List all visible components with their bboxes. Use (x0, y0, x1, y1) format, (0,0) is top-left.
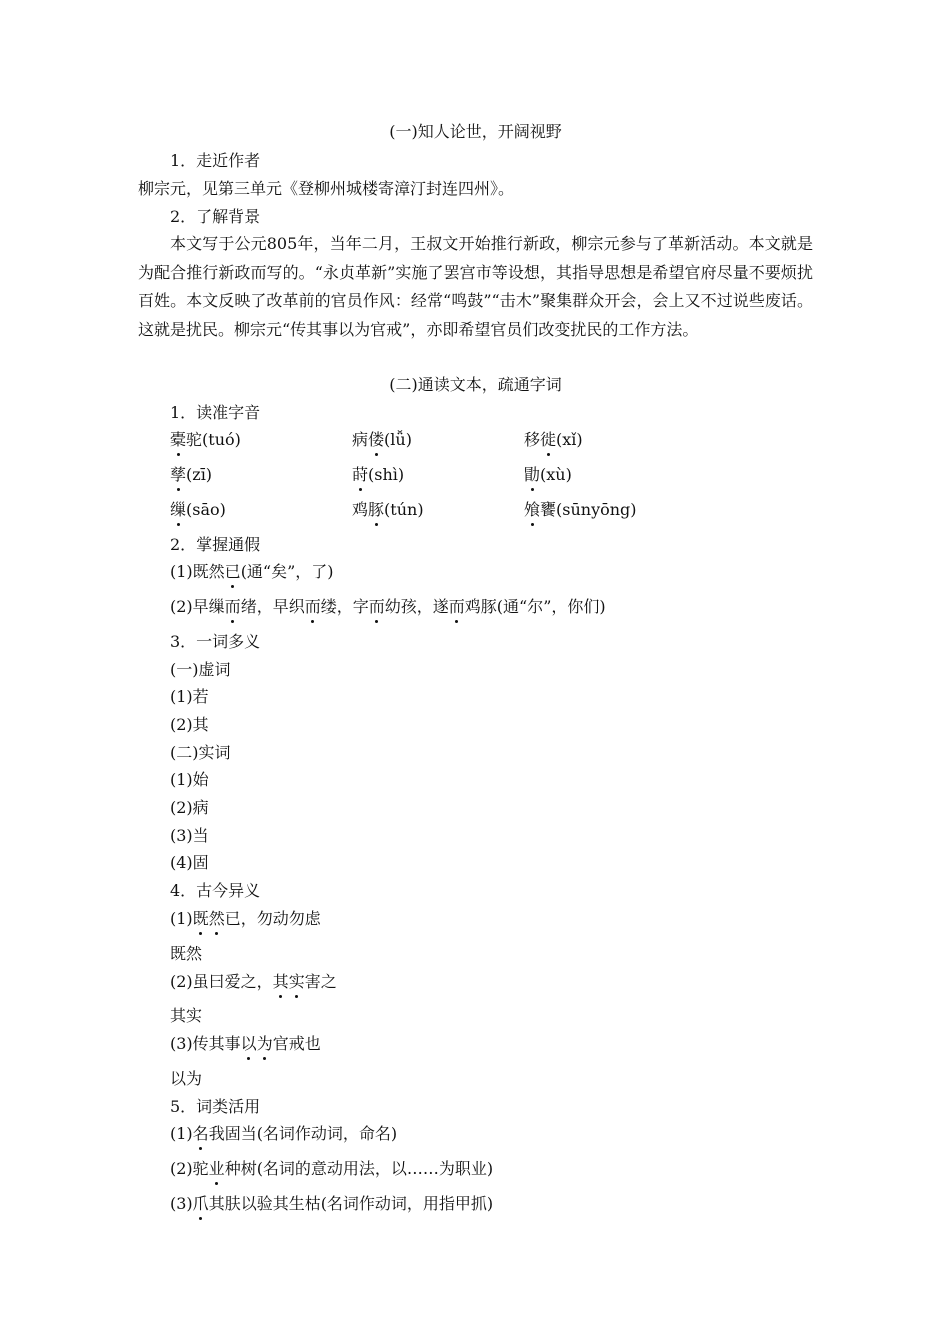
section-heading-2: (二)通读文本，疏通字词 (389, 375, 562, 394)
pron-item: 移徙(xǐ) (524, 430, 583, 449)
pron-item: 病偻(lǚ) (352, 430, 412, 449)
cilei-item: (1)名我固当(名词作动词，命名) (170, 1124, 398, 1143)
cilei-title: 5．词类活用 (170, 1097, 261, 1116)
background-paragraph: 本文写于公元805年，当年二月，王叔文开始推行新政，柳宗元参与了革新活动。本文就是为配合推行新政而写的。“永贞革新”实施了罢宫市等设想，其指导思想是希望官府尽量不要烦扰百姓。本文反映了改革前的官员作风：经常“鸣鼓”“击木”聚集群众开会，会上又不过说些废话。这就是扰民。柳宗元“传其事以为官戒”，亦即希望官员们改变扰民的工作方法。 (138, 234, 813, 339)
guji-word: 以为 (170, 1069, 203, 1088)
author-text: 柳宗元，见第三单元《登柳州城楼寄漳汀封连四州》。 (138, 179, 515, 198)
guji-item: (2)虽曰爱之，其实害之 (170, 972, 337, 991)
guji-item: (3)传其事以为官戒也 (170, 1034, 321, 1053)
pron-item: 鸡豚(tún) (352, 500, 424, 519)
guji-word: 其实 (170, 1006, 203, 1025)
tongjia-item: (1)既然已(通“矣”，了) (170, 562, 334, 581)
guji-item: (1)既然已，勿动勿虑 (170, 909, 321, 928)
polysemy-item: (1)始 (170, 770, 209, 789)
tongjia-title: 2．掌握通假 (170, 535, 261, 554)
guji-title: 4．古今异义 (170, 881, 261, 900)
pron-item: 橐驼(tuó) (170, 430, 241, 449)
polysemy-item: (2)其 (170, 715, 209, 734)
polysemy-item: (3)当 (170, 826, 209, 845)
item-title-author: 1．走近作者 (170, 151, 261, 170)
section-heading-1: (一)知人论世，开阔视野 (389, 122, 562, 141)
pron-item: 勖(xù) (524, 465, 572, 484)
polysemy-subtitle: (二)实词 (170, 743, 231, 762)
cilei-item: (2)驼业种树(名词的意动用法，以……为职业) (170, 1159, 494, 1178)
pron-item: 缫(sāo) (170, 500, 226, 519)
polysemy-title: 3．一词多义 (170, 632, 261, 651)
tongjia-item: (2)早缫而绪，早织而缕，字而幼孩，遂而鸡豚(通“尔”，你们) (170, 597, 606, 616)
pronunciation-title: 1．读准字音 (170, 403, 261, 422)
cilei-item: (3)爪其肤以验其生枯(名词作动词，用指甲抓) (170, 1194, 494, 1213)
pron-item: 莳(shì) (352, 465, 405, 484)
guji-word: 既然 (170, 944, 203, 963)
polysemy-item: (1)若 (170, 687, 209, 706)
polysemy-item: (4)固 (170, 853, 209, 872)
pron-item: 飧饔(sūnyōng) (524, 500, 637, 519)
pron-item: 孳(zī) (170, 465, 213, 484)
polysemy-item: (2)病 (170, 798, 209, 817)
item-title-background: 2．了解背景 (170, 207, 261, 226)
polysemy-subtitle: (一)虚词 (170, 660, 231, 679)
